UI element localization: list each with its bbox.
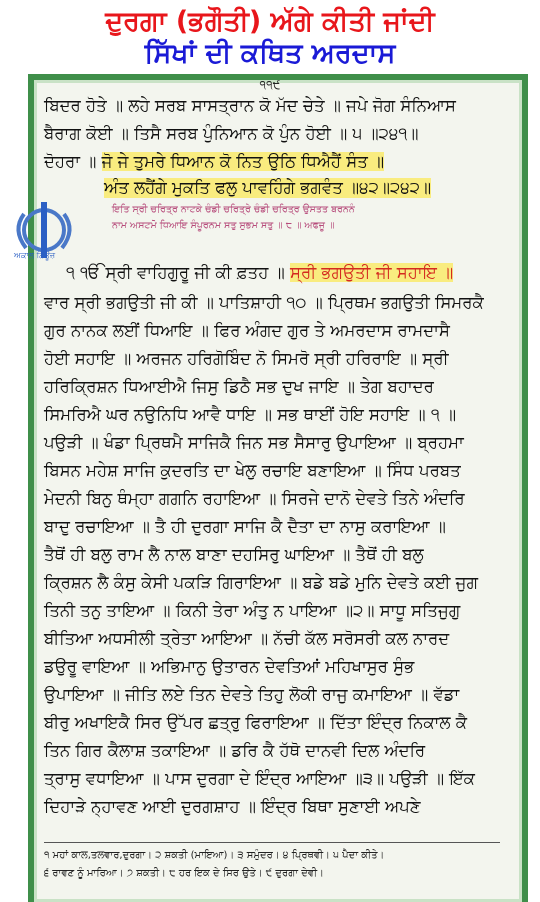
verse-line: ਦਿਹਾੜੇ ਨ੍ਹਾਵਣ ਆਈ ਦੁਰਗਸ਼ਾਹ ॥ ਇੰਦ੍ਰ ਬਿਥਾ ਸੁਣਾਈ ਅਪਣੇ bbox=[44, 797, 421, 816]
logo-text: ਅਕਾਲ ਨਿਊਜ਼ bbox=[14, 251, 56, 260]
verse-label: ਦੋਹਰਾ ॥ bbox=[44, 152, 97, 171]
verse-line: ਹੋਈ ਸਹਾਇ ॥ ਅਰਜਨ ਹਰਿਗੋਬਿੰਦ ਨੋ ਸਿਮਰੋ ਸ੍ਰੀ ਹਰਿਰਾਇ ॥ ਸ੍ਰੀ bbox=[44, 349, 449, 368]
verse-line: ਬਾਦੁ ਰਚਾਇਆ ॥ ਤੈ ਹੀ ਦੁਰਗਾ ਸਾਜਿ ਕੈ ਦੈਤਾ ਦਾ ਨਾਸੁ ਕਰਾਇਆ ॥ bbox=[44, 517, 446, 536]
verse-line: ਕ੍ਰਿਸ਼ਨ ਲੈ ਕੰਸੁ ਕੇਸੀ ਪਕੜਿ ਗਿਰਾਇਆ ॥ ਬਡੇ ਬਡੇ ਮੁਨਿ ਦੇਵਤੇ ਕਈ ਜੁਗ bbox=[44, 573, 478, 592]
page-number: ੧੧੯ bbox=[259, 78, 281, 92]
footnote: ੧ ਮਹਾਂ ਕਾਲ,ਤਲਵਾਰ,ਦੁਰਗਾ। ੨ ਸ਼ਕਤੀ (ਮਾਇਆ)। ੩ ਸਮੁੰਦਰ। ੪ ਪ੍ਰਿਥਵੀ। ੫ ਪੈਦਾ ਕੀਤੇ। bbox=[44, 850, 385, 861]
highlighted-invocation: ਸ੍ਰੀ ਭਗਉਤੀ ਜੀ ਸਹਾਇ ॥ bbox=[290, 263, 454, 282]
invocation: ੧ ੴ ਸ੍ਰੀ ਵਾਹਿਗੁਰੂ ਜੀ ਕੀ ਫ਼ਤਹ ॥ bbox=[66, 263, 285, 282]
verse-line: ਤੈਥੋਂ ਹੀ ਬਲੁ ਰਾਮ ਲੈ ਨਾਲ ਬਾਣਾ ਦਹਸਿਰੁ ਘਾਇਆ ॥ ਤੈਥੋਂ ਹੀ ਬਲੁ bbox=[44, 545, 424, 564]
verse-line: ਬੀਰੁ ਅਖਾਇਕੈ ਸਿਰ ਉੱਪਰ ਛਤ੍ਰੁ ਫਿਰਾਇਆ ॥ ਦਿੱਤਾ ਇੰਦ੍ਰ ਨਿਕਾਲ ਕੈ bbox=[44, 713, 468, 732]
verse-line: ਵਾਰ ਸ੍ਰੀ ਭਗਉਤੀ ਜੀ ਕੀ ॥ ਪਾਤਿਸ਼ਾਹੀ ੧੦ ॥ ਪ੍ਰਿਥਮ ਭਗਉਤੀ ਸਿਮਰਕੈ bbox=[44, 293, 484, 312]
verse-line: ਸਿਮਰਿਐ ਘਰ ਨਉਨਿਧਿ ਆਵੈ ਧਾਇ ॥ ਸਭ ਥਾਈਂ ਹੋਇ ਸਹਾਇ ॥ ੧ ॥ bbox=[44, 405, 457, 424]
verse-line: ਡਉਰੂ ਵਾਇਆ ॥ ਅਭਿਮਾਨੁ ਉਤਾਰਨ ਦੇਵਤਿਆਂ ਮਹਿਖਾਸੁਰ ਸੁੰਭ bbox=[44, 657, 415, 676]
verse-line: ਮੇਦਨੀ ਬਿਨੁ ਥੰਮ੍ਹਾ ਗਗਨਿ ਰਹਾਇਆ ॥ ਸਿਰਜੇ ਦਾਨੋ ਦੇਵਤੇ ਤਿਨੇ ਅੰਦਰਿ bbox=[44, 489, 465, 508]
verse-line: ਉਪਾਇਆ ॥ ਜੀਤਿ ਲਏ ਤਿਨ ਦੇਵਤੇ ਤਿਹੁ ਲੋਕੀ ਰਾਜੁ ਕਮਾਇਆ ॥ ਵੱਡਾ bbox=[44, 685, 460, 704]
footnote-divider bbox=[44, 842, 500, 843]
title-line-1: ਦੁਰਗਾ (ਭਗੌਤੀ) ਅੱਗੇ ਕੀਤੀ ਜਾਂਦੀ bbox=[105, 6, 435, 37]
colophon-line: ਨਾਮ ਅਸਟਮੋ ਧਿਆਇ ਸੰਪੂਰਨਮ ਸਤੁ ਸੁਭਮ ਸਤੁ ॥ ੮ ॥ ਅਫਜੂ ॥ bbox=[112, 220, 335, 231]
verse-line: ਬੀਤਿਆ ਅਧਸੀਲੀ ਤ੍ਰੇਤਾ ਆਇਆ ॥ ਨੱਚੀ ਕੱਲ ਸਰੋਸਰੀ ਕਲ ਨਾਰਦ bbox=[44, 629, 450, 648]
verse-line: ਗੁਰ ਨਾਨਕ ਲਈਂ ਧਿਆਇ ॥ ਫਿਰ ਅੰਗਦ ਗੁਰ ਤੇ ਅਮਰਦਾਸ ਰਾਮਦਾਸੈ bbox=[44, 321, 450, 340]
verse-line: ਬੈਰਾਗ ਕੋਈ ॥ ਤਿਸੈ ਸਰਬ ਪੁੰਨਿਆਨ ਕੋ ਪੁੰਨ ਹੋਈ ॥ ੫ ॥੨੪੧॥ bbox=[44, 124, 419, 143]
verse-line: ਤ੍ਰਾਸੁ ਵਧਾਇਆ ॥ ਪਾਸ ਦੁਰਗਾ ਦੇ ਇੰਦ੍ਰ ਆਇਆ ॥੩॥ ਪਉੜੀ ॥ ਇੱਕ bbox=[44, 769, 475, 788]
verse-line bbox=[66, 263, 453, 283]
footnote: ੬ ਰਾਵਣ ਨੂੰ ਮਾਰਿਆ। ੭ ਸ਼ਕਤੀ। ੮ ਹਰ ਇਕ ਦੇ ਸਿਰ ਉਤੇ। ੯ ਦੁਰਗਾ ਦੇਵੀ। bbox=[44, 868, 324, 879]
verse-line: ਹਰਿਕ੍ਰਿਸ਼ਨ ਧਿਆਈਐ ਜਿਸੁ ਡਿਠੈ ਸਭ ਦੁਖ ਜਾਇ ॥ ਤੇਗ ਬਹਾਦਰ bbox=[44, 377, 434, 396]
verse-line: ਪਉੜੀ ॥ ਖੰਡਾ ਪ੍ਰਿਥਮੈ ਸਾਜਿਕੈ ਜਿਨ ਸਭ ਸੈਸਾਰੁ ਉਪਾਇਆ ॥ ਬ੍ਰਹਮਾ bbox=[44, 433, 464, 452]
verse-line: ਬਿਦਰ ਹੋਤੇ ॥ ਲਹੇ ਸਰਬ ਸਾਸਤ੍ਰਾਨ ਕੋ ਮੱਦ ਚੇਤੇ ॥ ਜਪੇ ਜੋਗ ਸੰਨਿਆਸ bbox=[44, 96, 456, 115]
colophon-line: ਇਤਿ ਸ੍ਰੀ ਚਰਿਤ੍ਰ ਨਾਟਕੇ ਚੰਡੀ ਚਰਿਤ੍ਰੇ ਚੰਡੀ ਚਰਿਤ੍ਰ ਉਸਤਤ ਬਰਨਨੰ bbox=[112, 204, 355, 215]
highlighted-verse: ਜੋ ਜੇ ਤੁਮਰੇ ਧਿਆਨ ਕੋ ਨਿਤ ਉਠਿ ਧਿਐਹੈਂ ਸੰਤ ॥ bbox=[101, 152, 385, 171]
verse-line: ਤਿਨੀ ਤਨੁ ਤਾਇਆ ॥ ਕਿਨੀ ਤੇਰਾ ਅੰਤੁ ਨ ਪਾਇਆ ॥੨॥ ਸਾਧੂ ਸਤਿਜੁਗੁ bbox=[44, 601, 461, 620]
verse-line: ਤਿਨ ਗਿਰ ਕੈਲਾਸ਼ ਤਕਾਇਆ ॥ ਡਰਿ ਕੈ ਹੱਥੋ ਦਾਨਵੀ ਦਿਲ ਅੰਦਰਿ bbox=[44, 741, 426, 760]
verse-line: ਬਿਸਨ ਮਹੇਸ਼ ਸਾਜਿ ਕੁਦਰਤਿ ਦਾ ਖੇਲੁ ਰਚਾਇ ਬਣਾਇਆ ॥ ਸਿੰਧ ਪਰਬਤ bbox=[44, 461, 461, 480]
verse-line bbox=[44, 152, 384, 172]
title-line-2: ਸਿੱਖਾਂ ਦੀ ਕਥਿਤ ਅਰਦਾਸ bbox=[144, 38, 396, 69]
highlighted-verse: ਅੰਤ ਲਹੈਂਗੇ ਮੁਕਤਿ ਫਲੁ ਪਾਵਹਿੰਗੇ ਭਗਵੰਤ ॥੪੨॥੨੪੨॥ bbox=[104, 178, 432, 197]
